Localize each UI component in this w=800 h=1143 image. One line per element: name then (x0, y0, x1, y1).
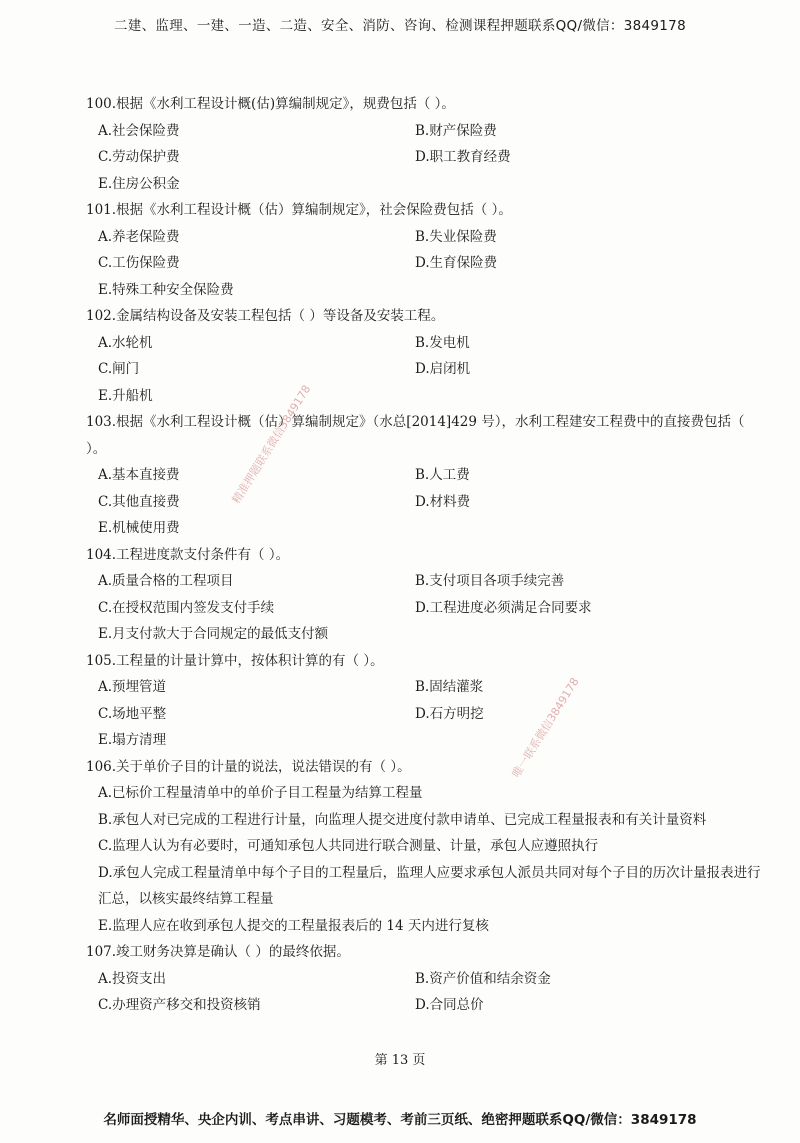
option-d: D.合同总价 (415, 997, 484, 1013)
question-list (82, 91, 762, 1019)
question-stem: 106.关于单价子目的计量的说法，说法错误的有（ ）。 (86, 758, 411, 775)
page-header: 二建、监理、一建、一造、二造、安全、消防、咨询、检测课程押题联系QQ/微信：3849178 (114, 18, 686, 34)
question-104 (82, 542, 762, 648)
option-c: C.办理资产移交和投资核销 (98, 997, 261, 1013)
option-b: B.承包人对已完成的工程进行计量，向监理人提交进度付款申请单、已完成工程量报表和有关计量资料 (98, 811, 707, 828)
option-c: C.劳动保护费 (98, 149, 180, 165)
option-d: D.材料费 (415, 493, 471, 510)
option-a: A.预埋管道 (98, 679, 167, 695)
option-d: D.工程进度必须满足合同要求 (415, 599, 592, 616)
question-stem: 104.工程进度款支付条件有（ ）。 (86, 546, 290, 563)
option-b: B.人工费 (415, 467, 470, 483)
question-105 (82, 648, 762, 754)
option-e: E.塌方清理 (98, 732, 167, 748)
question-stem: 100.根据《水利工程设计概(估)算编制规定》，规费包括（ ）。 (86, 96, 455, 112)
question-stem: 103.根据《水利工程设计概（估）算编制规定》（水总[2014]429 号），水利工程建安工程费中的直接费包括（ ）。 (86, 414, 745, 457)
question-106 (82, 754, 762, 940)
question-101 (82, 197, 762, 303)
page-number: 第 13 页 (374, 1053, 426, 1068)
option-a: A.社会保险费 (98, 122, 180, 139)
option-d: D.承包人完成工程量清单中每个子目的工程量后，监理人应要求承包人派员共同对每个子目的历次计量报表进行汇总，以核实最终结算工程量 (98, 864, 761, 907)
option-c: C.场地平整 (98, 705, 167, 722)
option-a: A.已标价工程量清单中的单价子目工程量为结算工程量 (98, 785, 423, 801)
watermark: 唯一联系微信3849178 (509, 675, 582, 780)
option-c: C.在授权范围内签发支付手续 (98, 599, 275, 616)
option-a: A.质量合格的工程项目 (98, 573, 234, 589)
option-d: D.启闭机 (415, 361, 471, 377)
option-c: C.其他直接费 (98, 493, 180, 510)
option-b: B.支付项目各项手续完善 (415, 573, 565, 589)
option-d: D.石方明挖 (415, 705, 484, 722)
option-e: E.机械使用费 (98, 520, 180, 536)
option-b: B.固结灌浆 (415, 679, 484, 695)
option-c: C.闸门 (98, 361, 140, 377)
option-b: B.财产保险费 (415, 122, 497, 139)
option-c: C.监理人认为有必要时，可通知承包人共同进行联合测量、计量，承包人应遵照执行 (98, 838, 599, 854)
option-a: A.养老保险费 (98, 228, 180, 245)
option-e: E.升船机 (98, 387, 153, 404)
option-e: E.特殊工种安全保险费 (98, 281, 234, 298)
question-103 (82, 409, 762, 542)
option-c: C.工伤保险费 (98, 255, 180, 271)
option-e: E.住房公积金 (98, 175, 180, 192)
option-b: B.发电机 (415, 334, 470, 351)
page-footer: 名师面授精华、央企内训、考点串讲、习题模考、考前三页纸、绝密押题联系QQ/微信：3849178 (103, 1112, 697, 1128)
option-e: E.监理人应在收到承包人提交的工程量报表后的 14 天内进行复核 (98, 917, 489, 934)
question-102 (82, 303, 762, 409)
option-d: D.生育保险费 (415, 255, 498, 271)
watermark: 精准押题联系微信3849178 (229, 382, 314, 506)
option-a: A.水轮机 (98, 334, 153, 351)
option-b: B.失业保险费 (415, 228, 497, 245)
question-107 (82, 939, 762, 1019)
question-stem: 102.金属结构设备及安装工程包括（ ）等设备及安装工程。 (86, 308, 445, 324)
option-d: D.职工教育经费 (415, 149, 511, 165)
option-b: B.资产价值和结余资金 (415, 970, 551, 987)
option-a: A.投资支出 (98, 970, 167, 987)
question-stem: 107.竣工财务决算是确认（ ）的最终依据。 (86, 944, 350, 960)
question-stem: 101.根据《水利工程设计概（估）算编制规定》，社会保险费包括（ ）。 (86, 202, 512, 218)
option-a: A.基本直接费 (98, 467, 180, 483)
question-stem: 105.工程量的计量计算中，按体积计算的有（ ）。 (86, 652, 384, 669)
option-e: E.月支付款大于合同规定的最低支付额 (98, 626, 329, 642)
question-100 (82, 91, 762, 197)
